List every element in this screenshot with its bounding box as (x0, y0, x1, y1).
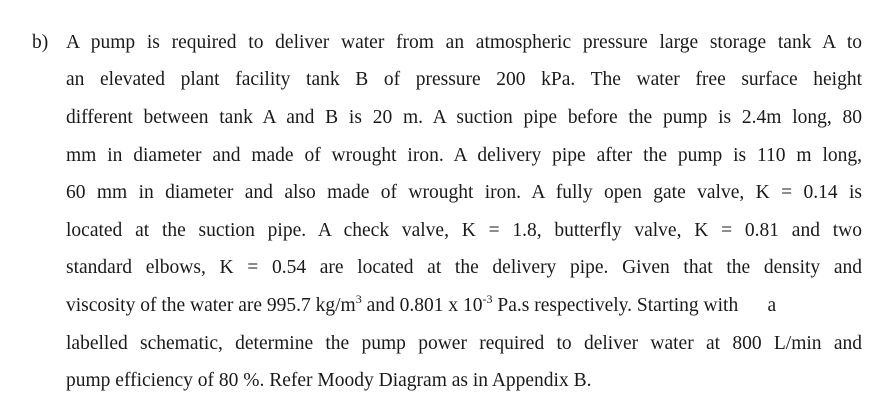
question-label: b) (32, 32, 49, 53)
question-line-7: standard elbows, K = 0.54 are located at the delivery pipe. Given that the density and (66, 257, 862, 278)
question-line-1: A pump is required to deliver water from an atmospheric pressure large storage tank A to (66, 32, 862, 53)
question-line-8 (66, 292, 862, 320)
line8-text-c: Pa.s respectively. Starting with a (492, 295, 777, 316)
line8-text-a: viscosity of the water are 995.7 kg/m (66, 295, 356, 316)
superscript-cubed: 3 (355, 291, 362, 306)
question-line-4: mm in diameter and made of wrought iron. A delivery pipe after the pump is 110 m long, (66, 145, 862, 166)
question-line-10: pump efficiency of 80 %. Refer Moody Diagram as in Appendix B. (66, 370, 592, 391)
line8-text-b: and 0.801 x 10 (361, 295, 483, 316)
question-line-9: labelled schematic, determine the pump power required to deliver water at 800 L/min and (66, 333, 862, 354)
question-line-6: located at the suction pipe. A check valve, K = 1.8, butterfly valve, K = 0.81 and two (66, 220, 862, 241)
superscript-exponent: -3 (482, 291, 493, 306)
question-line-3: different between tank A and B is 20 m. A suction pipe before the pump is 2.4m long, 80 (66, 107, 862, 128)
question-line-5: 60 mm in diameter and also made of wrought iron. A fully open gate valve, K = 0.14 is (66, 182, 862, 203)
question-line-2: an elevated plant facility tank B of pressure 200 kPa. The water free surface height (66, 69, 862, 90)
